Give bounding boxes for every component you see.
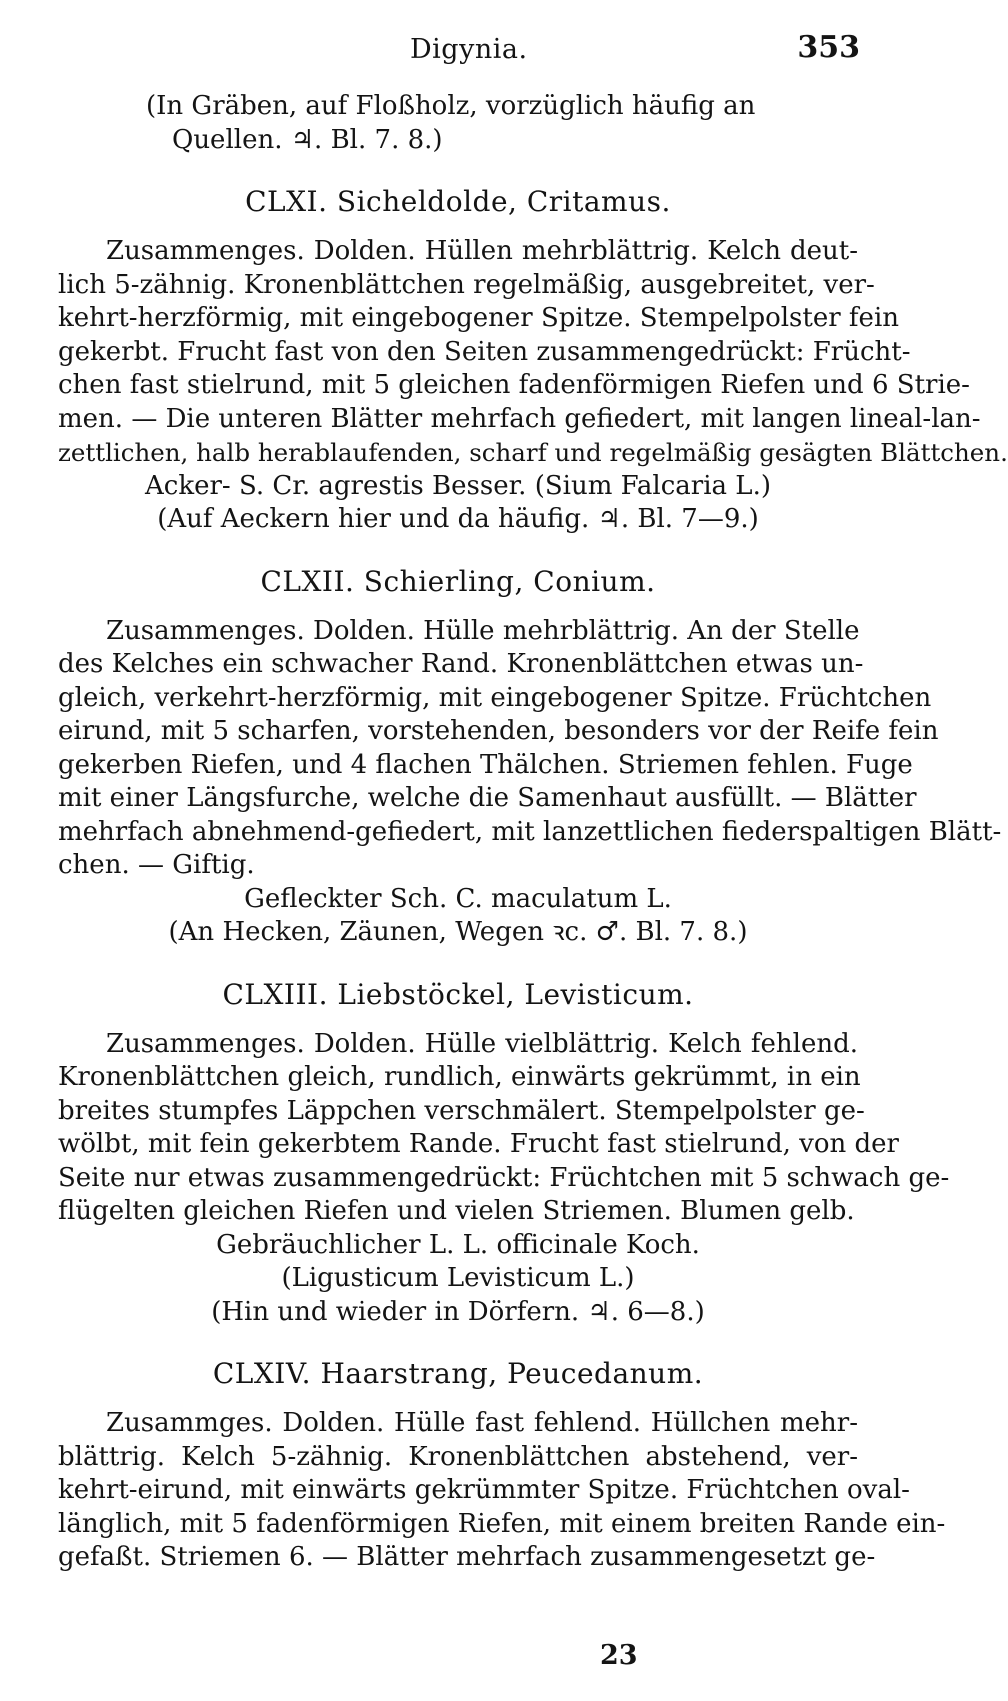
page-number: 353: [797, 30, 860, 65]
habitat-line: (In Gräben, auf Floßholz, vorzüglich häufig an: [146, 91, 756, 121]
description-line: länglich, mit 5 fadenförmigen Riefen, mit einem breiten Rande ein-: [58, 1508, 946, 1539]
description-line: lich 5-zähnig. Kronenblättchen regelmäßig, ausgebreitet, ver-: [58, 269, 875, 300]
habitat-line: Quellen. ♃. Bl. 7. 8.): [172, 124, 443, 155]
description-line: kehrt-herzförmig, mit eingebogener Spitze. Stempelpolster fein: [58, 303, 900, 333]
description-line: Zusammenges. Dolden. Hülle mehrblättrig. An der Stelle: [106, 615, 860, 646]
running-head: [60, 30, 860, 70]
habitat-line: (An Hecken, Zäunen, Wegen ꝛc. ♂. Bl. 7. 8.): [168, 917, 748, 947]
description-line: Kronenblättchen gleich, rundlich, einwärts gekrümmt, in ein: [58, 1062, 861, 1092]
description-line: blättrig. Kelch 5-zähnig. Kronenblättchen abstehend, ver-: [58, 1441, 858, 1472]
genus-heading: CLXIII. Liebstöckel, Levisticum.: [222, 977, 694, 1011]
description-line: gekerben Riefen, und 4 flachen Thälchen. Striemen fehlen. Fuge: [58, 749, 913, 780]
description-line: mehrfach abnehmend-gefiedert, mit lanzettlichen fiederspaltigen Blätt-: [58, 816, 1002, 847]
habitat-line: (Hin und wieder in Dörfern. ♃. 6—8.): [211, 1296, 705, 1327]
description-line: des Kelches ein schwacher Rand. Kronenblättchen etwas un-: [58, 649, 864, 679]
description-line: gleich, verkehrt-herzförmig, mit eingebogener Spitze. Früchtchen: [58, 682, 932, 713]
genus-heading: CLXIV. Haarstrang, Peucedanum.: [212, 1357, 704, 1390]
species-line: Gefleckter Sch. C. maculatum L.: [244, 883, 672, 914]
description-line: gekerbt. Frucht fast von den Seiten zusammengedrückt: Frücht-: [58, 336, 911, 367]
description-line: wölbt, mit fein gekerbtem Rande. Frucht fast stielrund, von der: [58, 1129, 899, 1159]
signature-mark: 23: [600, 1640, 638, 1671]
description-line: Zusammenges. Dolden. Hüllen mehrblättrig. Kelch deut-: [106, 236, 858, 266]
description-line: chen fast stielrund, mit 5 gleichen fadenförmigen Riefen und 6 Strie-: [58, 370, 970, 400]
description-line: men. — Die unteren Blätter mehrfach gefiedert, mit langen lineal-lan-: [58, 403, 981, 434]
genus-heading: CLXI. Sicheldolde, Critamus.: [245, 185, 671, 218]
description-line: chen. — Giftig.: [58, 850, 255, 880]
species-line: Gebräuchlicher L. L. officinale Koch.: [216, 1229, 700, 1260]
description-line: Zusammges. Dolden. Hülle fast fehlend. Hüllchen mehr-: [106, 1408, 858, 1438]
species-synonym-line: (Ligusticum Levisticum L.): [281, 1263, 635, 1293]
species-line: Acker- S. Cr. agrestis Besser. (Sium Falcaria L.): [145, 470, 771, 501]
description-line: zettlichen, halb herablaufenden, scharf und regelmäßig gesägten Blättchen.: [58, 438, 1008, 467]
description-line: Zusammenges. Dolden. Hülle vielblättrig. Kelch fehlend.: [106, 1028, 858, 1059]
genus-heading: CLXII. Schierling, Conium.: [260, 564, 656, 598]
description-line: gefaßt. Striemen 6. — Blätter mehrfach zusammengesetzt ge-: [58, 1542, 876, 1572]
description-line: breites stumpfes Läppchen verschmälert. Stempelpolster ge-: [58, 1095, 865, 1126]
habitat-line: (Auf Aeckern hier und da häufig. ♃. Bl. 7—9.): [157, 504, 759, 534]
description-line: kehrt-eirund, mit einwärts gekrümmter Spitze. Früchtchen oval-: [58, 1475, 910, 1505]
description-line: flügelten gleichen Riefen und vielen Striemen. Blumen gelb.: [58, 1196, 855, 1226]
description-line: mit einer Längsfurche, welche die Samenhaut ausfüllt. — Blätter: [58, 783, 917, 813]
page-body: [58, 90, 1008, 1575]
running-title: Digynia.: [410, 34, 528, 65]
description-line: Seite nur etwas zusammengedrückt: Früchtchen mit 5 schwach ge-: [58, 1162, 950, 1193]
description-line: eirund, mit 5 scharfen, vorstehenden, besonders vor der Reife fein: [58, 716, 939, 746]
